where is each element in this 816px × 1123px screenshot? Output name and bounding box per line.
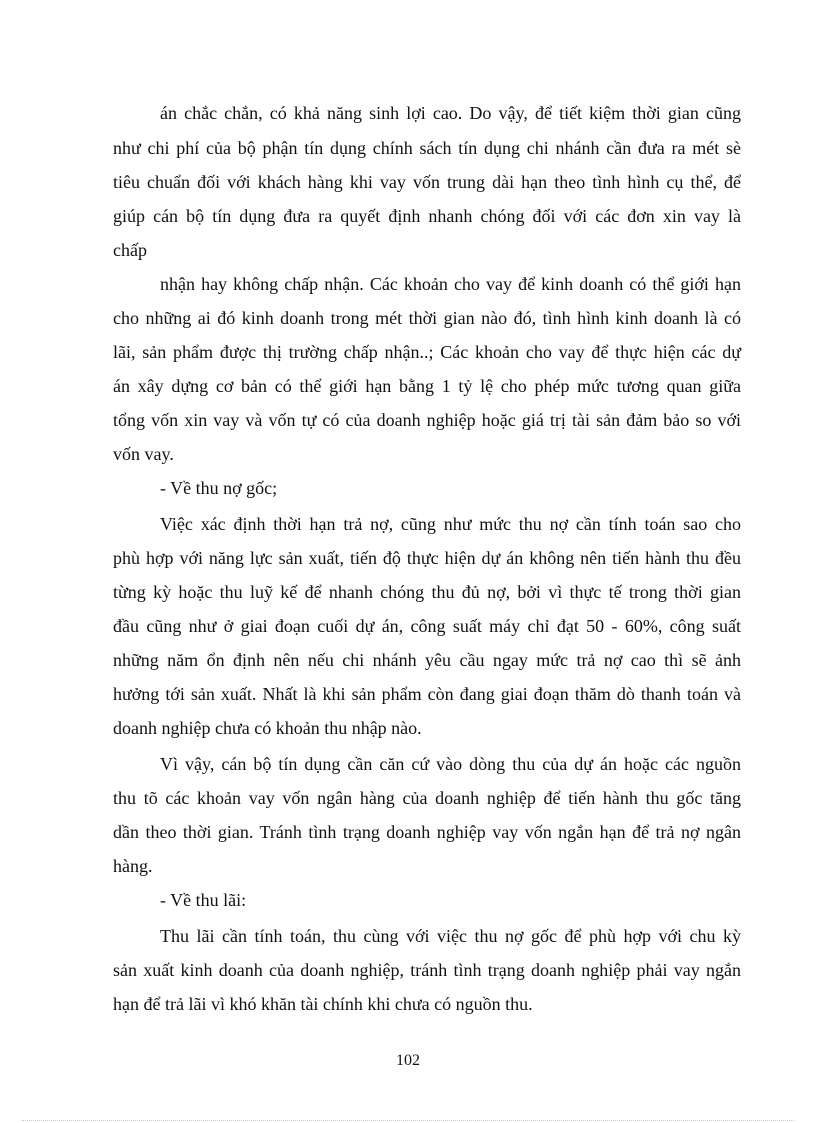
text-line: cho những ai đó kinh doanh trong mét thời gian nào đó, tình hình kinh doanh là có bbox=[113, 308, 741, 328]
text-line: phù hợp với năng lực sản xuất, tiến độ thực hiện dự án không nên tiến hành thu đều bbox=[113, 548, 741, 568]
text-line: án xây dựng cơ bản có thể giới hạn bằng 1 tỷ lệ cho phép mức tương quan giữa bbox=[113, 376, 741, 396]
text-line: án chắc chắn, có khả năng sinh lợi cao. Do vậy, để tiết kiệm thời gian cũng bbox=[160, 103, 741, 123]
text-line: đầu cũng như ở giai đoạn cuối dự án, công suất máy chỉ đạt 50 - 60%, công suất bbox=[113, 616, 741, 636]
text-line: dần theo thời gian. Tránh tình trạng doanh nghiệp vay vốn ngắn hạn để trả nợ ngân bbox=[113, 822, 741, 842]
text-line: chấp bbox=[113, 240, 147, 260]
text-line: lãi, sản phẩm được thị trường chấp nhận..; Các khoản cho vay để thực hiện các dự bbox=[113, 342, 741, 362]
text-line: hạn để trả lãi vì khó khăn tài chính khi chưa có nguồn thu. bbox=[113, 994, 533, 1014]
text-line: tổng vốn xin vay và vốn tự có của doanh nghiệp hoặc giá trị tài sản đảm bảo so với bbox=[113, 410, 741, 430]
text-line: nhận hay không chấp nhận. Các khoản cho vay để kinh doanh có thể giới hạn bbox=[160, 274, 741, 294]
page-number: 102 bbox=[396, 1052, 420, 1069]
text-line: hưởng tới sản xuất. Nhất là khi sản phẩm còn đang giai đoạn thăm dò thanh toán và bbox=[113, 684, 741, 704]
text-line: giúp cán bộ tín dụng đưa ra quyết định nhanh chóng đối với các đơn xin vay là bbox=[113, 206, 741, 226]
footer-divider bbox=[22, 1120, 794, 1121]
section-heading: - Về thu nợ gốc; bbox=[160, 478, 278, 498]
text-line: vốn vay. bbox=[113, 444, 174, 464]
text-line: doanh nghiệp chưa có khoản thu nhập nào. bbox=[113, 718, 422, 738]
text-line: Việc xác định thời hạn trả nợ, cũng như mức thu nợ cần tính toán sao cho bbox=[160, 514, 741, 534]
text-line: như chi phí của bộ phận tín dụng chính sách tín dụng chi nhánh cần đưa ra mét sè bbox=[113, 138, 741, 158]
text-line: Thu lãi cần tính toán, thu cùng với việc thu nợ gốc để phù hợp với chu kỳ bbox=[160, 926, 741, 946]
text-line: từng kỳ hoặc thu luỹ kế để nhanh chóng thu đủ nợ, bởi vì thực tế trong thời gian bbox=[113, 582, 741, 602]
text-line: tiêu chuẩn đối với khách hàng khi vay vốn trung dài hạn theo tình hình cụ thể, để bbox=[113, 172, 741, 192]
text-line: hàng. bbox=[113, 856, 153, 876]
section-heading: - Về thu lãi: bbox=[160, 890, 247, 910]
text-line: sản xuất kinh doanh của doanh nghiệp, tránh tình trạng doanh nghiệp phải vay ngắn bbox=[113, 960, 741, 980]
text-line: Vì vậy, cán bộ tín dụng cần căn cứ vào dòng thu của dự án hoặc các nguồn bbox=[160, 754, 741, 774]
text-line: thu tõ các khoản vay vốn ngân hàng của doanh nghiệp để tiến hành thu gốc tăng bbox=[113, 788, 741, 808]
text-line: những năm ổn định nên nếu chi nhánh yêu cầu ngay mức trả nợ cao thì sẽ ảnh bbox=[113, 650, 741, 670]
